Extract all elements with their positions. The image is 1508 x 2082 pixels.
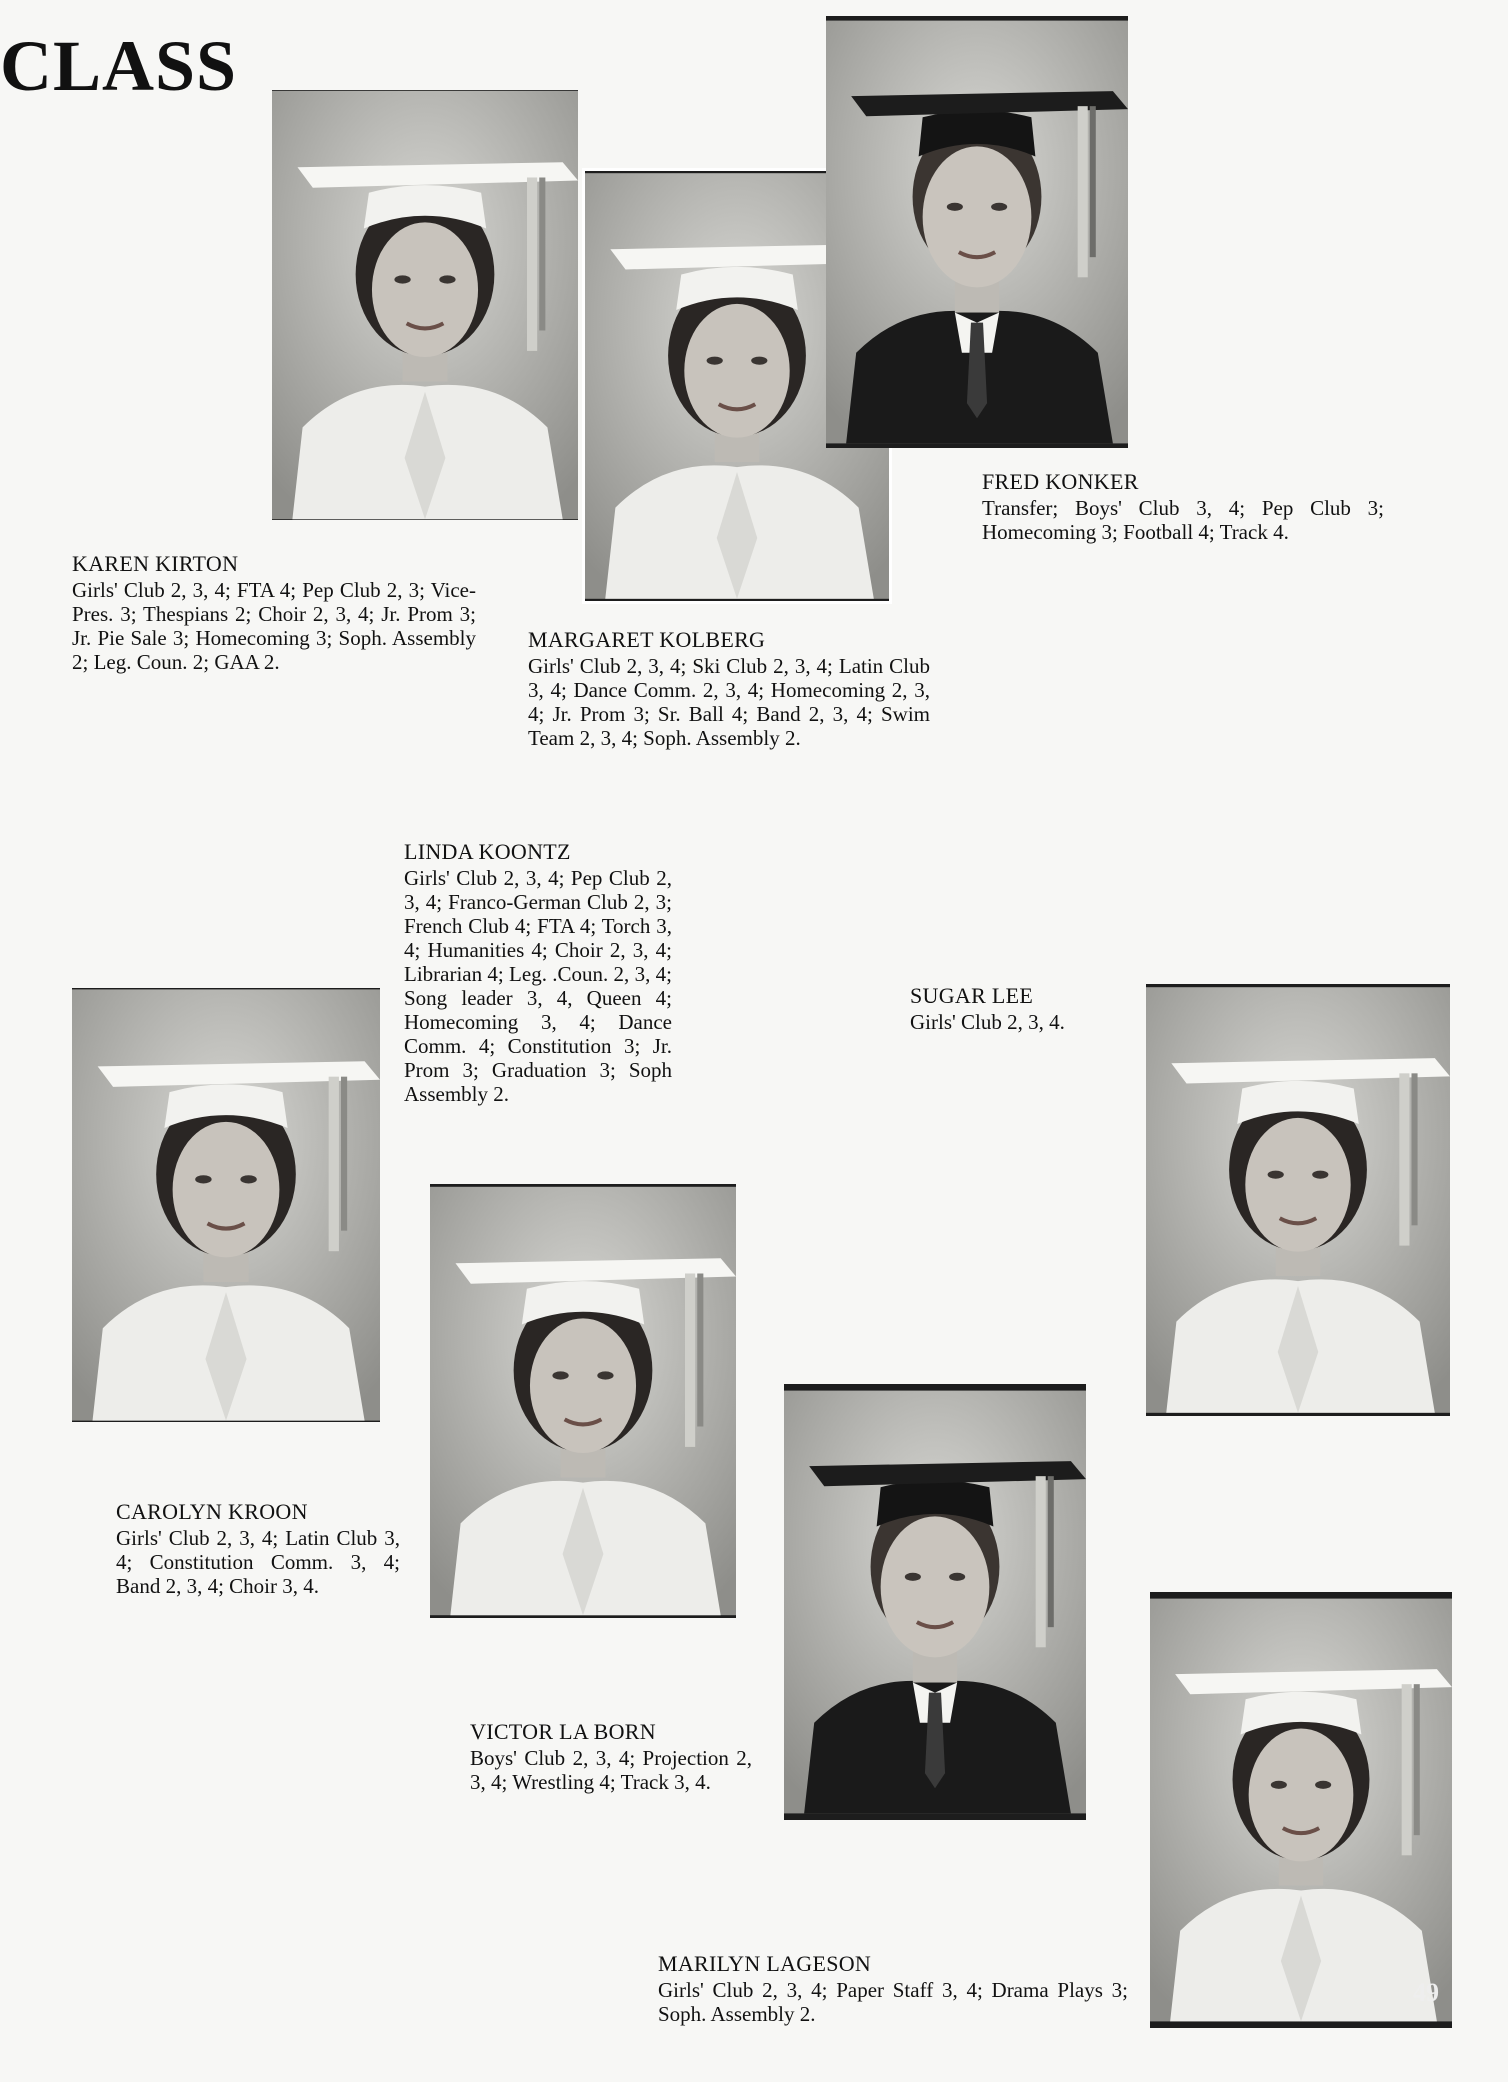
student-name: KAREN KIRTON <box>72 551 239 576</box>
portrait-image <box>826 16 1128 448</box>
bio-margaret-kolberg <box>528 628 930 750</box>
student-activities: Girls' Club 2, 3, 4; FTA 4; Pep Club 2, 3; Vice-Pres. 3; Thespians 2; Choir 2, 3, 4; Jr. Prom 3; Jr. Pie Sale 3; Homecoming 3; Soph. Assembly 2; Leg. Coun. 2; GAA 2. <box>72 578 476 674</box>
portrait-carolyn-kroon <box>72 988 380 1422</box>
student-name: MARILYN LAGESON <box>658 1951 872 1976</box>
page-heading: CLASS <box>0 26 238 106</box>
portrait-linda-koontz <box>430 1184 736 1618</box>
student-activities: Girls' Club 2, 3, 4. <box>910 1010 1065 1034</box>
portrait-image <box>1150 1592 1452 2028</box>
student-name: MARGARET KOLBERG <box>528 627 766 652</box>
student-activities: Girls' Club 2, 3, 4; Ski Club 2, 3, 4; Latin Club 3, 4; Dance Comm. 2, 3, 4; Homecoming 2, 3, 4; Jr. Prom 3; Sr. Ball 4; Band 2, 3, 4; Swim Team 2, 3, 4; Soph. Assembly 2. <box>528 654 930 750</box>
bio-fred-konker <box>982 470 1384 544</box>
student-activities: Girls' Club 2, 3, 4; Pep Club 2, 3, 4; Franco-German Club 2, 3; French Club 4; FTA 4; Torch 3, 4; Humanities 4; Choir 2, 3, 4; Librarian 4; Leg. .Coun. 2, 3, 4; Song leader 3, 4, Queen 4; Homecoming 3, 4; Dance Comm. 4; Constitution 3; Jr. Prom 3; Graduation 3; Soph Assembly 2. <box>404 866 672 1106</box>
student-name: VICTOR LA BORN <box>470 1719 656 1744</box>
portrait-fred-konker <box>826 16 1128 448</box>
portrait-image <box>72 988 380 1422</box>
portrait-marilyn-lageson <box>1150 1592 1452 2028</box>
portrait-image <box>430 1184 736 1618</box>
bio-marilyn-lageson <box>658 1952 1128 2026</box>
student-name: CAROLYN KROON <box>116 1499 308 1524</box>
portrait-karen-kirton <box>272 90 578 520</box>
student-activities: Girls' Club 2, 3, 4; Paper Staff 3, 4; Drama Plays 3; Soph. Assembly 2. <box>658 1978 1128 2026</box>
student-name: SUGAR LEE <box>910 983 1034 1008</box>
bio-victor-la-born <box>470 1720 752 1794</box>
bio-sugar-lee <box>910 984 1130 1034</box>
portrait-image <box>1146 984 1450 1416</box>
portrait-sugar-lee <box>1146 984 1450 1416</box>
student-activities: Girls' Club 2, 3, 4; Latin Club 3, 4; Constitution Comm. 3, 4; Band 2, 3, 4; Choir 3, 4. <box>116 1526 400 1598</box>
bio-karen-kirton <box>72 552 476 674</box>
page-number: 49 <box>1413 1978 1439 2007</box>
student-activities: Boys' Club 2, 3, 4; Projection 2, 3, 4; Wrestling 4; Track 3, 4. <box>470 1746 752 1794</box>
portrait-victor-la-born <box>784 1384 1086 1820</box>
student-activities: Transfer; Boys' Club 3, 4; Pep Club 3; Homecoming 3; Football 4; Track 4. <box>982 496 1384 544</box>
bio-carolyn-kroon <box>116 1500 400 1598</box>
portrait-image <box>272 90 578 520</box>
student-name: FRED KONKER <box>982 469 1139 494</box>
bio-linda-koontz <box>404 840 672 1106</box>
student-name: LINDA KOONTZ <box>404 839 571 864</box>
portrait-image <box>784 1384 1086 1820</box>
